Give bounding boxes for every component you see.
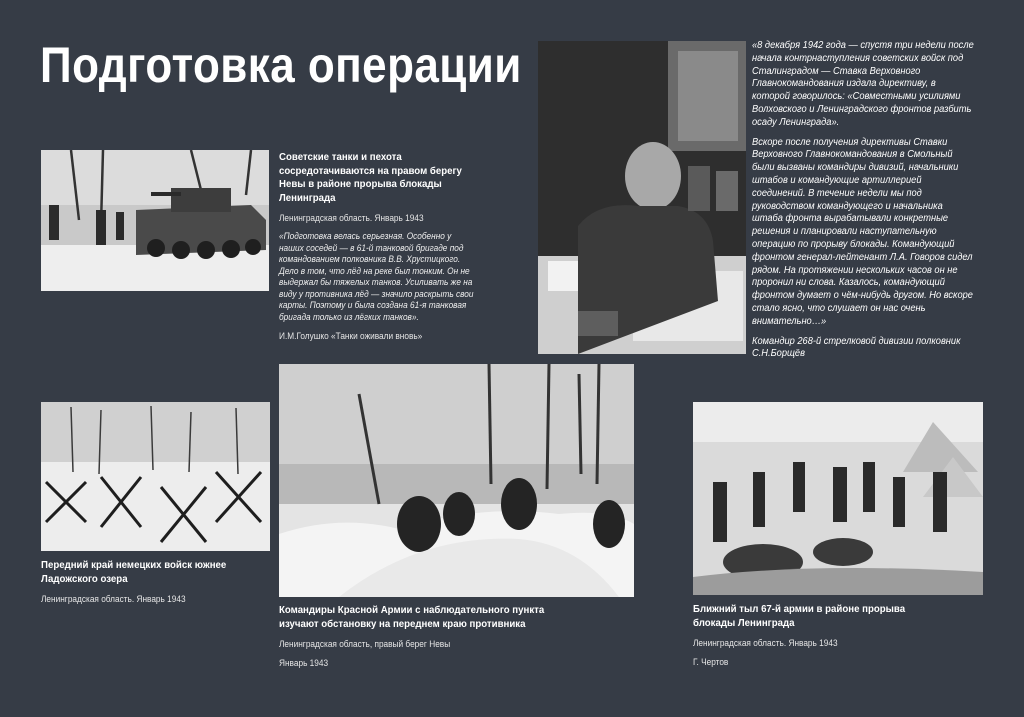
caption-tanks-place: Ленинградская область. Январь 1943 xyxy=(279,213,424,223)
caption-tanks-title: Советские танки и пехота сосредотачиваются на правом берегу Невы в районе прорыва блокады Ленинграда xyxy=(279,151,462,204)
caption-tanks xyxy=(279,151,494,349)
caption-rear-place: Ленинградская область. Январь 1943 xyxy=(693,638,838,648)
caption-commanders xyxy=(279,604,569,676)
quote-block xyxy=(752,40,992,368)
photo-tanks xyxy=(41,150,269,291)
photo-front-line xyxy=(41,402,270,551)
quote-paragraph-2: Вскоре после получения директивы Ставки Верховного Главнокомандования в Смольный были вызваны командиры дивизий, начальники штабов и командующие артиллерией соединений. В течение недели мы под руководством командующего и начальника штаба фронта вырабатывали конкретные решения и планировали наступательную операцию по прорыву блокады. Командующий фронтом генерал-лейтенант Л.А. Говоров сидел рядом. На протяжении нескольких часов он не проронил ни слова. Казалось, командующий фронтом думает о чём-нибудь другом. Но вскоре стало ясно, что слушает он нас очень внимательно…» xyxy=(752,136,973,327)
photo-commanders-observation xyxy=(279,364,634,597)
caption-rear xyxy=(693,603,943,675)
quote-paragraph-1: «8 декабря 1942 года — спустя три недели после начала контрнаступления советских войск под Сталинградом — Ставка Верховного Главнокомандования издала директиву, в которой говорилось: «Совместными усилиями Волховского и Ленинградского фронтов разбить осаду Ленинграда». xyxy=(752,40,974,128)
caption-commanders-place: Ленинградская область, правый берег Невы xyxy=(279,639,451,649)
photo-commander-desk xyxy=(538,41,746,354)
caption-tanks-source: И.М.Голушко «Танки оживали вновь» xyxy=(279,331,423,341)
caption-front-line-place: Ленинградская область. Январь 1943 xyxy=(41,594,186,604)
caption-rear-title: Ближний тыл 67-й армии в районе прорыва блокады Ленинграда xyxy=(693,603,906,629)
caption-commanders-title: Командиры Красной Армии с наблюдательного пункта изучают обстановку на переднем краю противника xyxy=(279,604,545,630)
caption-tanks-quote: «Подготовка велась серьезная. Особенно у наших соседей — в 61-й танковой бригаде под командованием полковника В.В. Хрустицкого. Дело в том, что лёд на реке был тонким. Он не выдержал бы тяжелых танков. Усиливать же на виду у противника лёд — значило раскрыть свои карты. Поэтому и была создана 61-я танковая бригада только из лёгких танков». xyxy=(279,231,474,322)
caption-front-line xyxy=(41,559,270,612)
caption-front-line-title: Передний край немецких войск южнее Ладожского озера xyxy=(41,559,227,585)
photo-army-rear xyxy=(693,402,983,595)
caption-rear-author: Г. Чертов xyxy=(693,657,729,667)
page-title: Подготовка операции xyxy=(40,37,522,93)
quote-attribution: Командир 268-й стрелковой дивизии полковник С.Н.Борщёв xyxy=(752,335,961,360)
caption-commanders-date: Январь 1943 xyxy=(279,658,329,668)
